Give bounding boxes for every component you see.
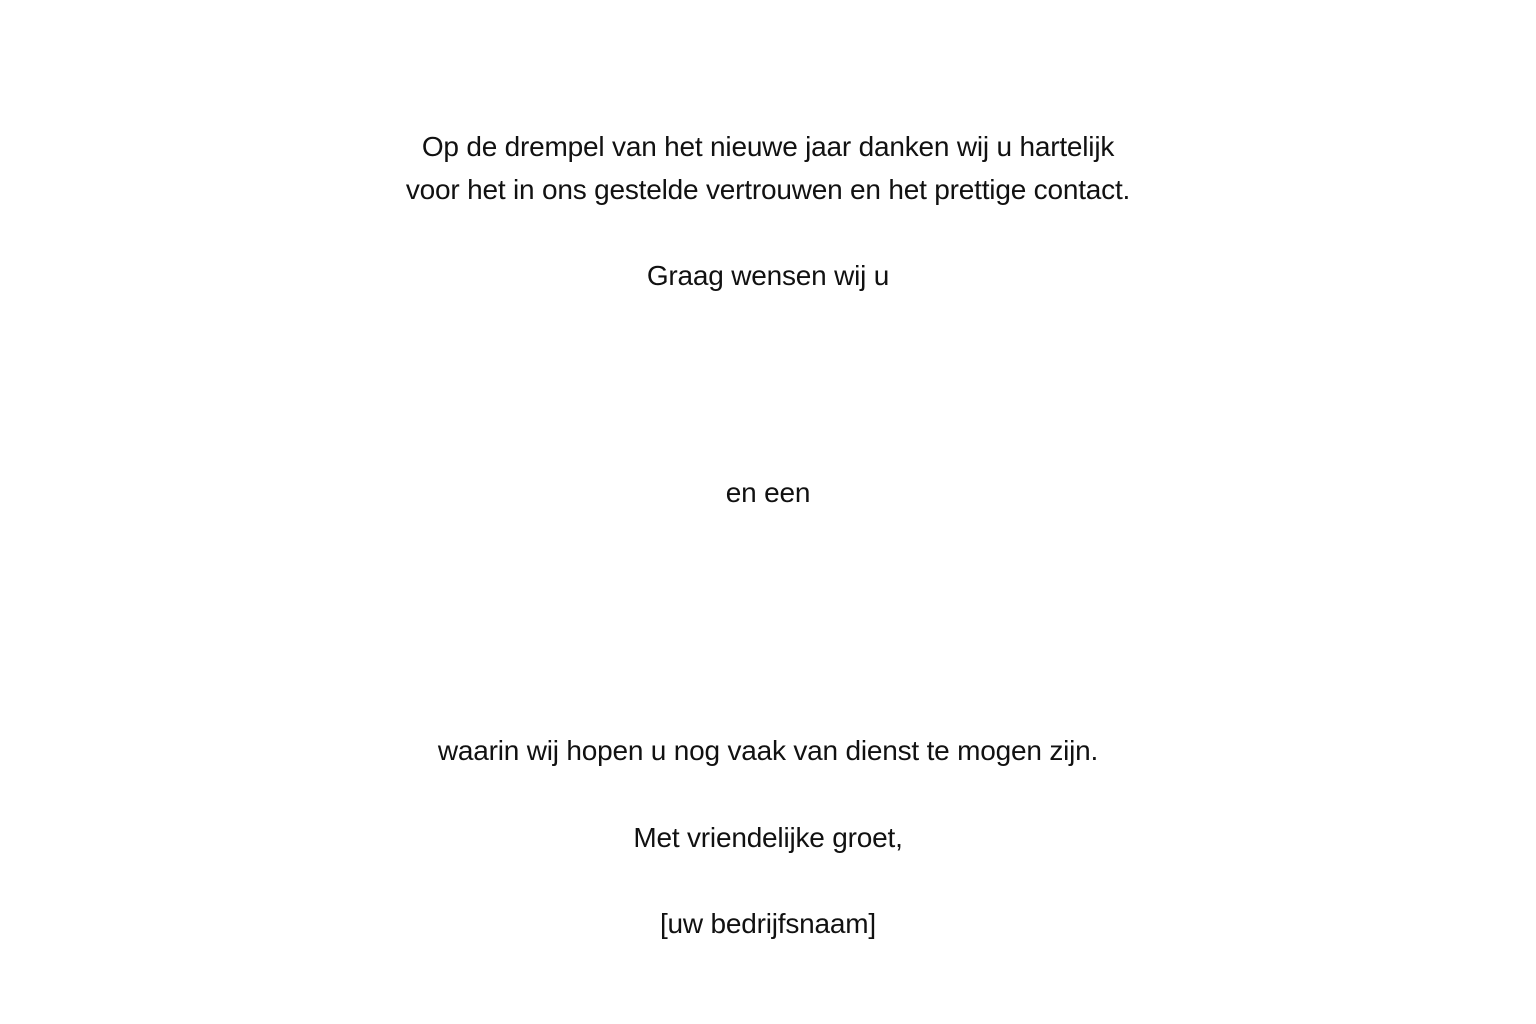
hope-line: waarin wij hopen u nog vaak van dienst te mogen zijn. xyxy=(437,735,1099,766)
intro-line-2: voor het in ons gestelde vertrouwen en het prettige contact. xyxy=(405,174,1131,205)
wish-line: Graag wensen wij u xyxy=(646,260,890,291)
closing-line: Met vriendelijke groet, xyxy=(633,822,903,853)
company-name-placeholder: [uw bedrijfsnaam] xyxy=(659,908,877,939)
intro-line-1: Op de drempel van het nieuwe jaar danken wij u hartelijk xyxy=(421,131,1115,162)
connector-line: en een xyxy=(725,477,811,508)
